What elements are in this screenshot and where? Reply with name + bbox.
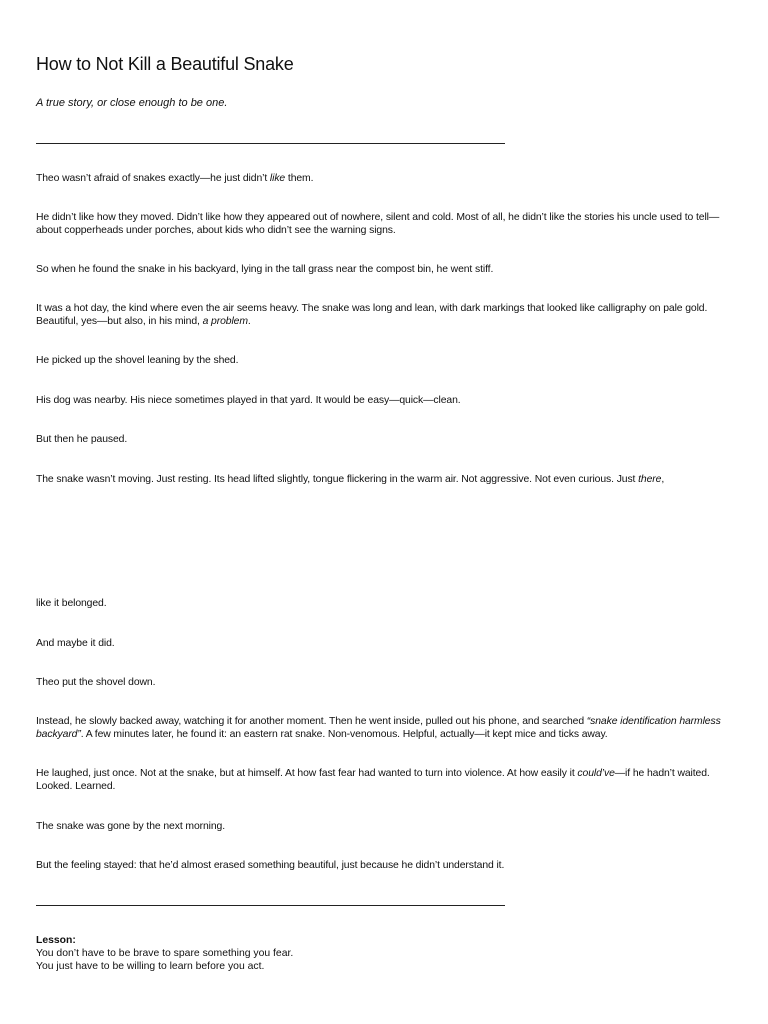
paragraph-4: It was a hot day, the kind where even the air seems heavy. The snake was long and lean, with dark markings that looked like calligraphy on pale gold. Beautiful, yes—but also, in his mind, a problem. bbox=[36, 303, 708, 327]
paragraph-5: He picked up the shovel leaning by the shed. bbox=[36, 355, 239, 366]
subtitle: A true story, or close enough to be one. bbox=[36, 97, 228, 109]
divider-bottom bbox=[36, 905, 505, 906]
paragraph-7: But then he paused. bbox=[36, 434, 128, 445]
lesson-block bbox=[36, 934, 736, 973]
page-title: How to Not Kill a Beautiful Snake bbox=[36, 54, 294, 74]
paragraph-6: His dog was nearby. His niece sometimes played in that yard. It would be easy—quick—clean. bbox=[36, 395, 461, 406]
paragraph-14: The snake was gone by the next morning. bbox=[36, 821, 226, 832]
paragraph-3: So when he found the snake in his backyard, lying in the tall grass near the compost bin, he went stiff. bbox=[36, 264, 494, 275]
divider-top bbox=[36, 143, 505, 144]
paragraph-2: He didn’t like how they moved. Didn’t like how they appeared out of nowhere, silent and cold. Most of all, he didn’t like the stories his uncle used to tell—about copperheads under porches, about kids who didn’t see the warning signs. bbox=[36, 212, 720, 236]
paragraph-12: Instead, he slowly backed away, watching it for another moment. Then he went inside, pulled out his phone, and searched “snake identification harmless backyard”. A few minutes later, he found it: an eastern rat snake. Non-venomous. Helpful, actually—it kept mice and ticks away. bbox=[36, 716, 721, 740]
paragraph-10: And maybe it did. bbox=[36, 638, 115, 649]
paragraph-15: But the feeling stayed: that he’d almost erased something beautiful, just because he didn’t understand it. bbox=[36, 860, 505, 871]
paragraph-13: He laughed, just once. Not at the snake, but at himself. At how fast fear had wanted to turn into violence. At how easily it could’ve—if he hadn’t waited. Looked. Learned. bbox=[36, 768, 710, 792]
paragraph-1: Theo wasn’t afraid of snakes exactly—he just didn’t like them. bbox=[36, 173, 314, 184]
paragraph-11: Theo put the shovel down. bbox=[36, 677, 156, 688]
paragraph-9: like it belonged. bbox=[36, 598, 107, 609]
lesson-label: Lesson: bbox=[36, 935, 76, 946]
lesson-line-2: You just have to be willing to learn before you act. bbox=[36, 961, 265, 972]
paragraph-8: The snake wasn’t moving. Just resting. Its head lifted slightly, tongue flickering in the warm air. Not aggressive. Not even curious. Just there, bbox=[36, 474, 665, 485]
lesson-line-1: You don’t have to be brave to spare something you fear. bbox=[36, 948, 294, 959]
